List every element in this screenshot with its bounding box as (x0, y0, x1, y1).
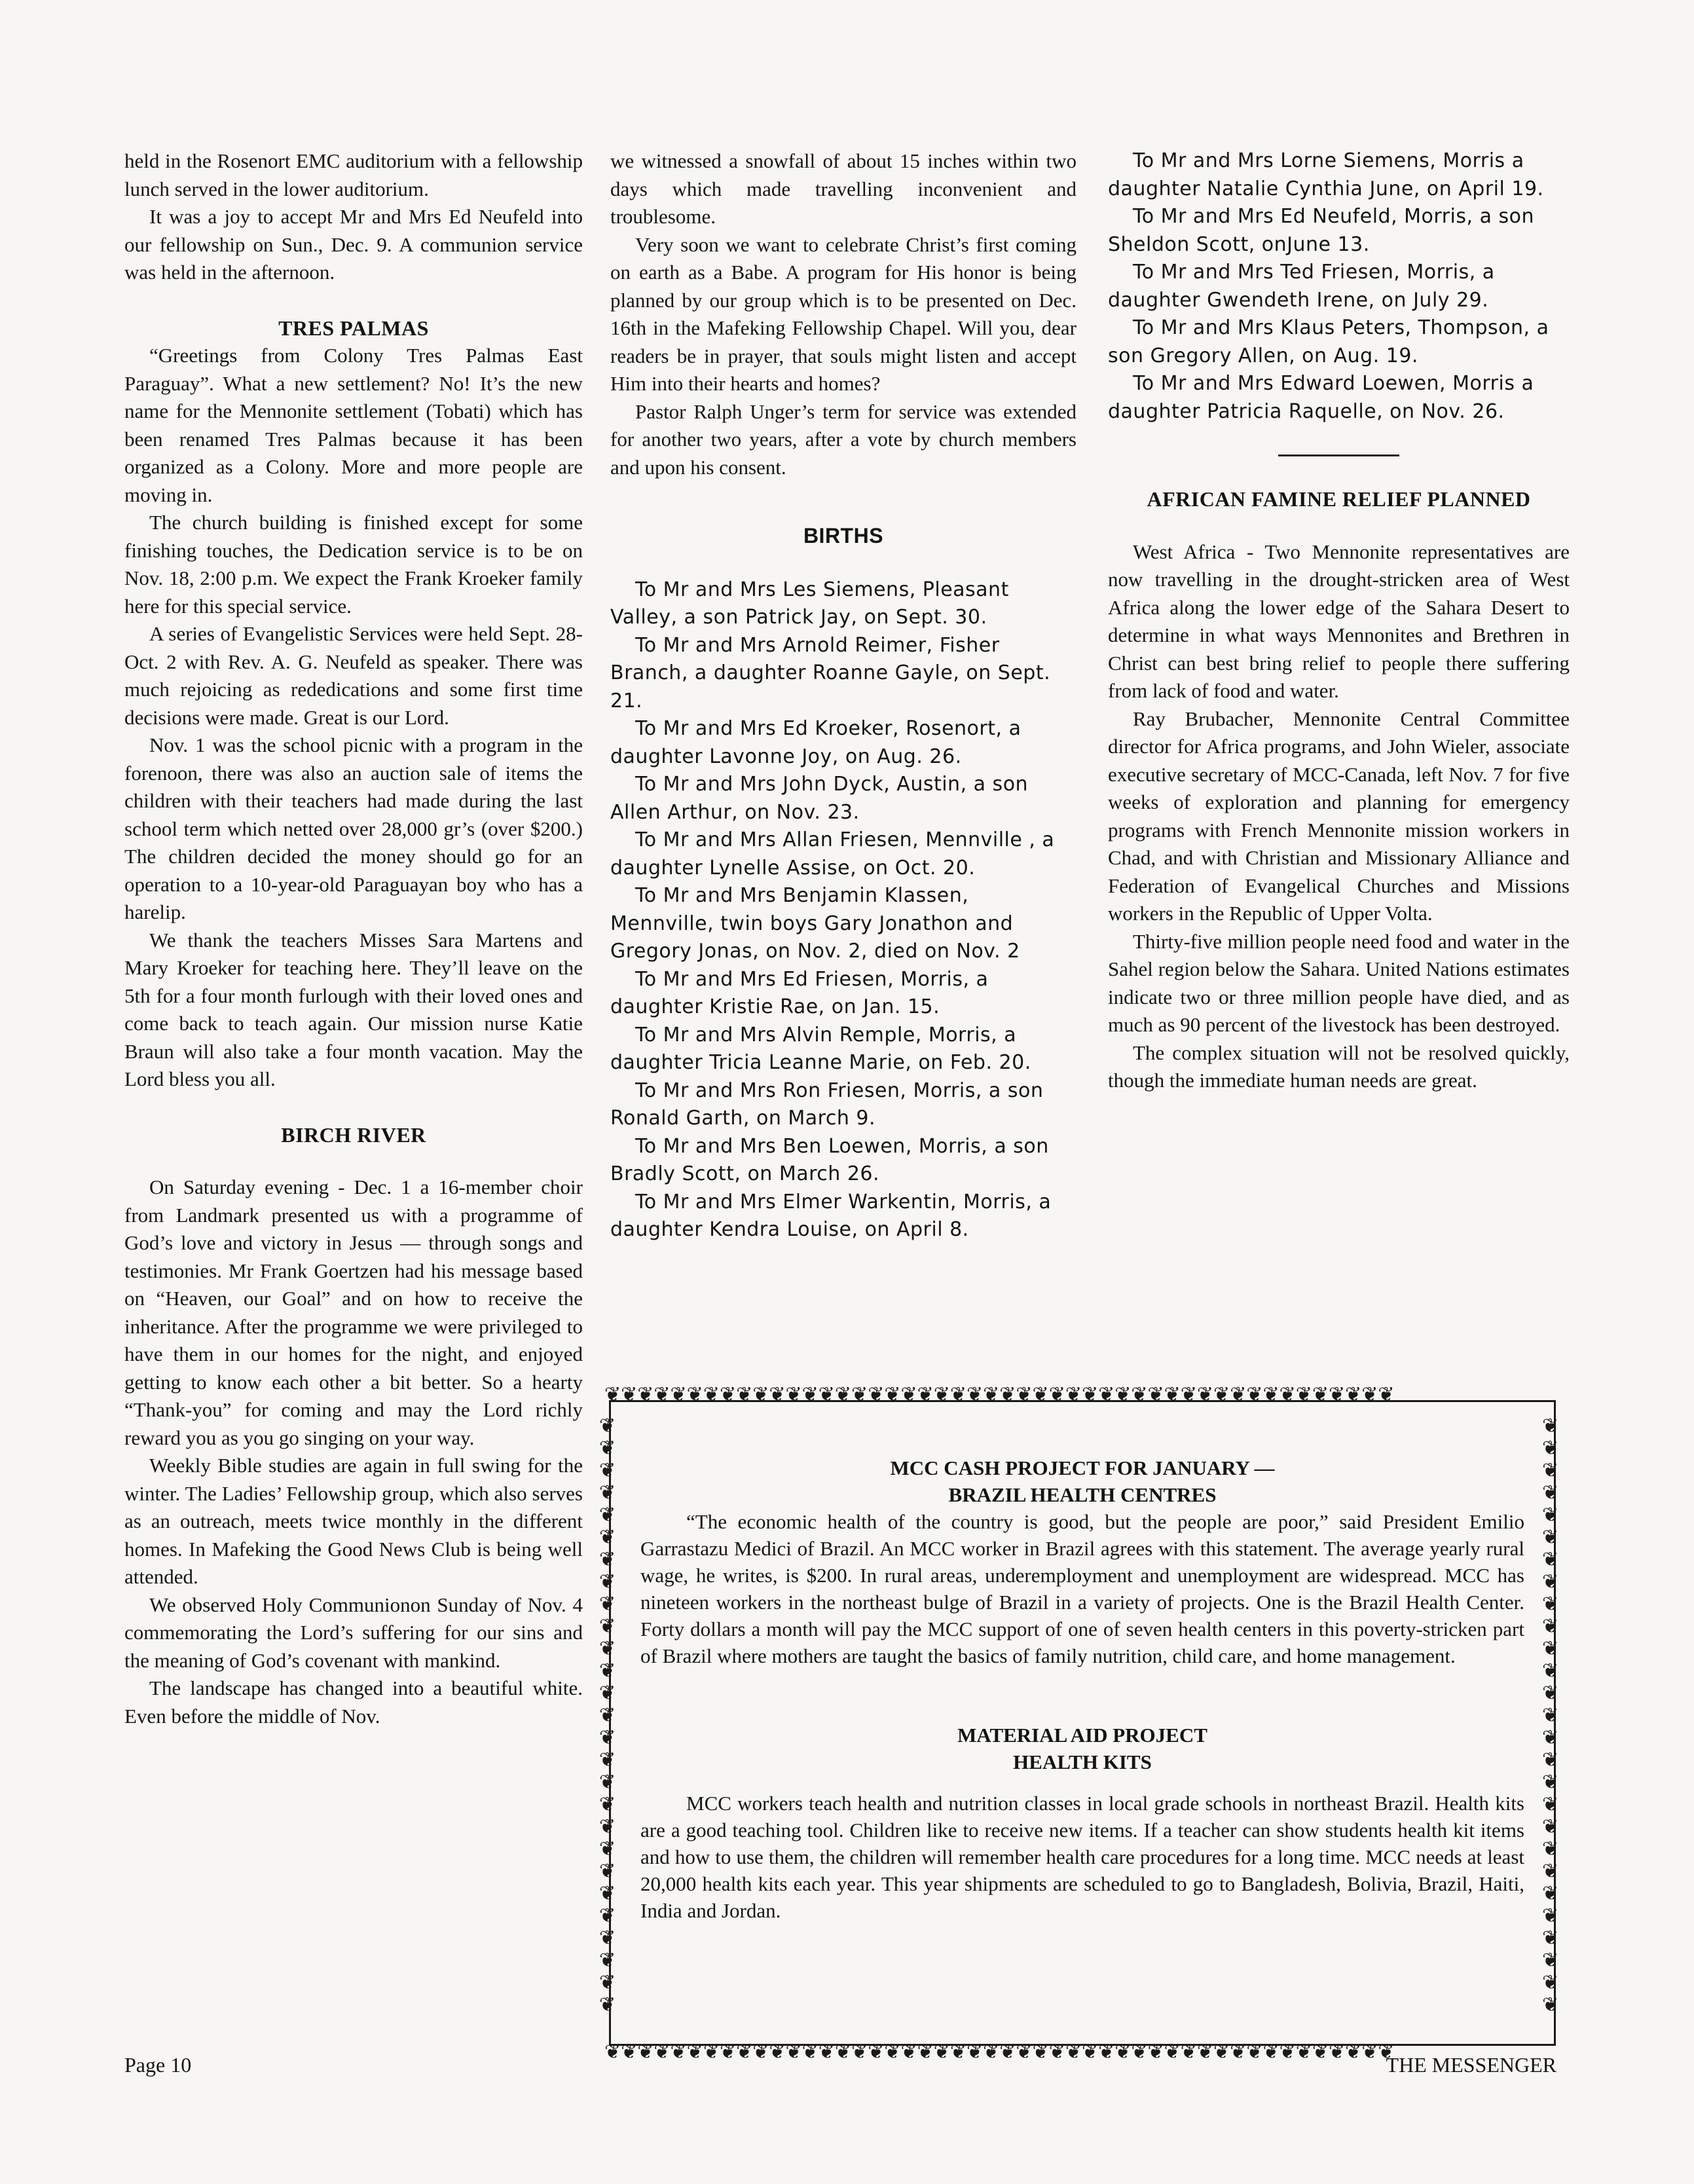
birth-entry: To Mr and Mrs John Dyck, Austin, a son Allen Arthur, on Nov. 23. (610, 773, 1029, 824)
birth-entry: To Mr and Mrs Ted Friesen, Morris, a daughter Gwendeth Irene, on July 29. (1108, 261, 1495, 312)
birth-entry: To Mr and Mrs Ed Friesen, Morris, a daughter Kristie Rae, on Jan. 15. (610, 967, 989, 1018)
paragraph: It was a joy to accept Mr and Mrs Ed Neufeld into our fellowship on Sun., Dec. 9. A communion service was held in the afternoon. (124, 205, 583, 284)
birth-entry: To Mr and Mrs Edward Loewen, Morris a daughter Patricia Raquelle, on Nov. 26. (1108, 372, 1534, 423)
heading-tres-palmas: TRES PALMAS (278, 316, 429, 340)
paragraph: Weekly Bible studies are again in full swing for the winter. The Ladies’ Fellowship group, which also serves as an outreach, meets twice monthly in the different homes. In Mafeking the Good News Club is being well attended. (124, 1454, 583, 1588)
birth-entry: To Mr and Mrs Les Siemens, Pleasant Valley, a son Patrick Jay, on Sept. 30. (610, 578, 1009, 629)
birth-entry: To Mr and Mrs Ron Friesen, Morris, a son Ronald Garth, on March 9. (610, 1079, 1044, 1130)
paragraph: MCC workers teach health and nutrition classes in local grade schools in northeast Brazil. Health kits are a good teaching tool. Children like to receive new items. If a teacher can show students health kit items and how to use them, the children will remember health care procedures for a long time. MCC needs at least 20,000 health kits each year. This year shipments are scheduled to go to Bangladesh, Bolivia, Brazil, Haiti, India and Jordan. (640, 1792, 1524, 1922)
birth-entry: To Mr and Mrs Benjamin Klassen, Mennville, twin boys Gary Jonathon and Gregory Jonas, on Nov. 2, died on Nov. 2 (610, 884, 1020, 963)
box-heading-cash-project: MCC CASH PROJECT FOR JANUARY — (890, 1456, 1275, 1479)
births-list (610, 576, 1077, 1244)
section-divider (1278, 454, 1399, 456)
paragraph: “Greetings from Colony Tres Palmas East Paraguay”. What a new settlement? No! It’s the new name for the Mennonite settlement (Tobati) which has been renamed Tres Palmas because it has been organized as a Colony. More and more people are moving in. (124, 344, 583, 506)
column-right (1108, 147, 1570, 1095)
paragraph: Very soon we want to celebrate Christ’s first coming on earth as a Babe. A program for His honor is being planned by our group which is to be presented on Dec. 16th in the Mafeking Fellowship Chapel. Will you, dear readers be in prayer, that souls might listen and accept Him into their hearts and homes? (610, 232, 1077, 395)
paragraph: Thirty-five million people need food and water in the Sahel region below the Sahara. United Nations estimates indicate two or three million people have died, and as much as 90 percent of the livestock has been destroyed. (1108, 929, 1570, 1036)
paragraph: We thank the teachers Misses Sara Martens and Mary Kroeker for teaching here. They’ll leave on the 5th for a four month furlough with their loved ones and come back to teach again. Our mission nurse Katie Braun will also take a four month vacation. May the Lord bless you all. (124, 928, 583, 1090)
ornamental-border-icon: ❦❦❦❦❦❦❦❦❦❦❦❦❦❦❦❦❦❦❦❦❦❦❦❦❦❦❦❦❦❦❦❦❦❦❦❦❦❦❦❦❦❦❦❦❦❦❦❦ (604, 1384, 1395, 1406)
paragraph: Ray Brubacher, Mennonite Central Committee director for Africa programs, and John Wieler, associate executive secretary of MCC-Canada, left Nov. 7 for five weeks of exploration and planning for emergency programs with French Mennonite mission workers in Chad, and with Christian and Missionary Alliance and Federation of Evangelical Churches and Missions workers in the Republic of Upper Volta. (1108, 707, 1570, 925)
birth-entry: To Mr and Mrs Arnold Reimer, Fisher Branch, a daughter Roanne Gayle, on Sept. 21. (610, 633, 1051, 713)
paragraph: West Africa - Two Mennonite representatives are now travelling in the drought-stricken area of West Africa along the lower edge of the Sahara Desert to determine in what ways Mennonites and Brethren in Christ can best bring relief to people there suffering from lack of food and water. (1108, 540, 1570, 702)
birth-entry: To Mr and Mrs Ben Loewen, Morris, a son Bradly Scott, on March 26. (610, 1134, 1049, 1185)
heading-births: BIRTHS (803, 524, 884, 547)
paragraph: Nov. 1 was the school picnic with a program in the forenoon, there was also an auction sale of items the children with their teachers had made during the last school term which netted over 28,000 gr’s (over $200.) The children decided the money should go for an operation to a 10-year-old Paraguayan boy who has a harelip. (124, 733, 583, 923)
column-middle (610, 147, 1077, 1244)
heading-african-famine: AFRICAN FAMINE RELIEF PLANNED (1147, 487, 1531, 511)
birth-entry: To Mr and Mrs Allan Friesen, Mennville , a daughter Lynelle Assise, on Oct. 20. (610, 828, 1055, 879)
paragraph: We observed Holy Communionon Sunday of Nov. 4 commemorating the Lord’s suffering for our sins and the meaning of God’s covenant with mankind. (124, 1593, 583, 1672)
birth-entry: To Mr and Mrs Lorne Siemens, Morris a daughter Natalie Cynthia June, on April 19. (1108, 149, 1544, 200)
birth-entry: To Mr and Mrs Alvin Remple, Morris, a daughter Tricia Leanne Marie, on Feb. 20. (610, 1023, 1031, 1074)
paragraph: The landscape has changed into a beautiful white. Even before the middle of Nov. (124, 1676, 583, 1728)
paragraph: Pastor Ralph Unger’s term for service was extended for another two years, after a vote by church members and upon his consent. (610, 399, 1077, 479)
paragraph: On Saturday evening - Dec. 1 a 16-member choir from Landmark presented us with a programme of God’s love and victory in Jesus — through songs and testimonies. Mr Frank Goertzen had his message based on “Heaven, our Goal” and on how to receive the inheritance. After the programme we were privileged to have them in our homes for the night, and enjoyed getting to know each other a bit better. So a hearty “Thank-you” for coming and may the Lord richly reward you as you go singing on your way. (124, 1175, 583, 1449)
mcc-project-box (599, 1384, 1559, 2064)
birth-entry: To Mr and Mrs Klaus Peters, Thompson, a son Gregory Allen, on Aug. 19. (1108, 316, 1549, 367)
publication-name: THE MESSENGER (1386, 2053, 1556, 2077)
paragraph: The church building is finished except for some finishing touches, the Dedication service is to be on Nov. 18, 2:00 p.m. We expect the Frank Kroeker family here for this special service. (124, 511, 583, 618)
paragraph: held in the Rosenort EMC auditorium with a fellowship lunch served in the lower auditorium. (124, 149, 583, 200)
box-heading-health-kits: HEALTH KITS (1013, 1750, 1152, 1773)
box-heading-material-aid: MATERIAL AID PROJECT (957, 1724, 1207, 1747)
box-content (640, 1454, 1524, 1924)
paragraph: we witnessed a snowfall of about 15 inches within two days which made travelling inconvenient and troublesome. (610, 149, 1077, 228)
ornamental-border-icon: ❦❦❦❦❦❦❦❦❦❦❦❦❦❦❦❦❦❦❦❦❦❦❦❦❦❦❦❦❦❦❦❦❦❦❦❦❦❦❦❦❦❦❦❦❦❦❦❦ (604, 2041, 1395, 2064)
paragraph: A series of Evangelistic Services were held Sept. 28-Oct. 2 with Rev. A. G. Neufeld as speaker. There was much rejoicing as rededications and some first time decisions were made. Great is our Lord. (124, 622, 583, 729)
box-heading-brazil: BRAZIL HEALTH CENTRES (948, 1483, 1217, 1506)
ornamental-border-icon: ❦❦❦❦❦❦❦❦❦❦❦❦❦❦❦❦❦❦❦❦❦❦❦❦❦❦❦ (1542, 1415, 1559, 2016)
column-left (124, 147, 583, 1730)
page-number: Page 10 (124, 2053, 192, 2077)
birth-entry: To Mr and Mrs Ed Kroeker, Rosenort, a daughter Lavonne Joy, on Aug. 26. (610, 717, 1022, 768)
ornamental-border-icon: ❦❦❦❦❦❦❦❦❦❦❦❦❦❦❦❦❦❦❦❦❦❦❦❦❦❦❦ (599, 1415, 616, 2016)
paragraph: The complex situation will not be resolved quickly, though the immediate human needs are great. (1108, 1041, 1570, 1092)
heading-birch-river: BIRCH RIVER (281, 1122, 426, 1147)
paragraph: “The economic health of the country is good, but the people are poor,” said President Emilio Garrastazu Medici of Brazil. An MCC worker in Brazil agrees with this statement. The average yearly rural wage, he writes, is $200. In rural areas, underemployment and unemployment are widespread. MCC has nineteen workers in the northeast bulge of Brazil in a variety of projects. One is the Brazil Health Center. Forty dollars a month will pay the MCC support of one of seven health centers in this poverty-stricken part of Brazil where mothers are taught the basics of family nutrition, child care, and home management. (640, 1510, 1524, 1667)
birth-entry: To Mr and Mrs Ed Neufeld, Morris, a son Sheldon Scott, onJune 13. (1108, 205, 1534, 256)
births-list-continued (1108, 147, 1570, 426)
birth-entry: To Mr and Mrs Elmer Warkentin, Morris, a daughter Kendra Louise, on April 8. (610, 1190, 1052, 1241)
